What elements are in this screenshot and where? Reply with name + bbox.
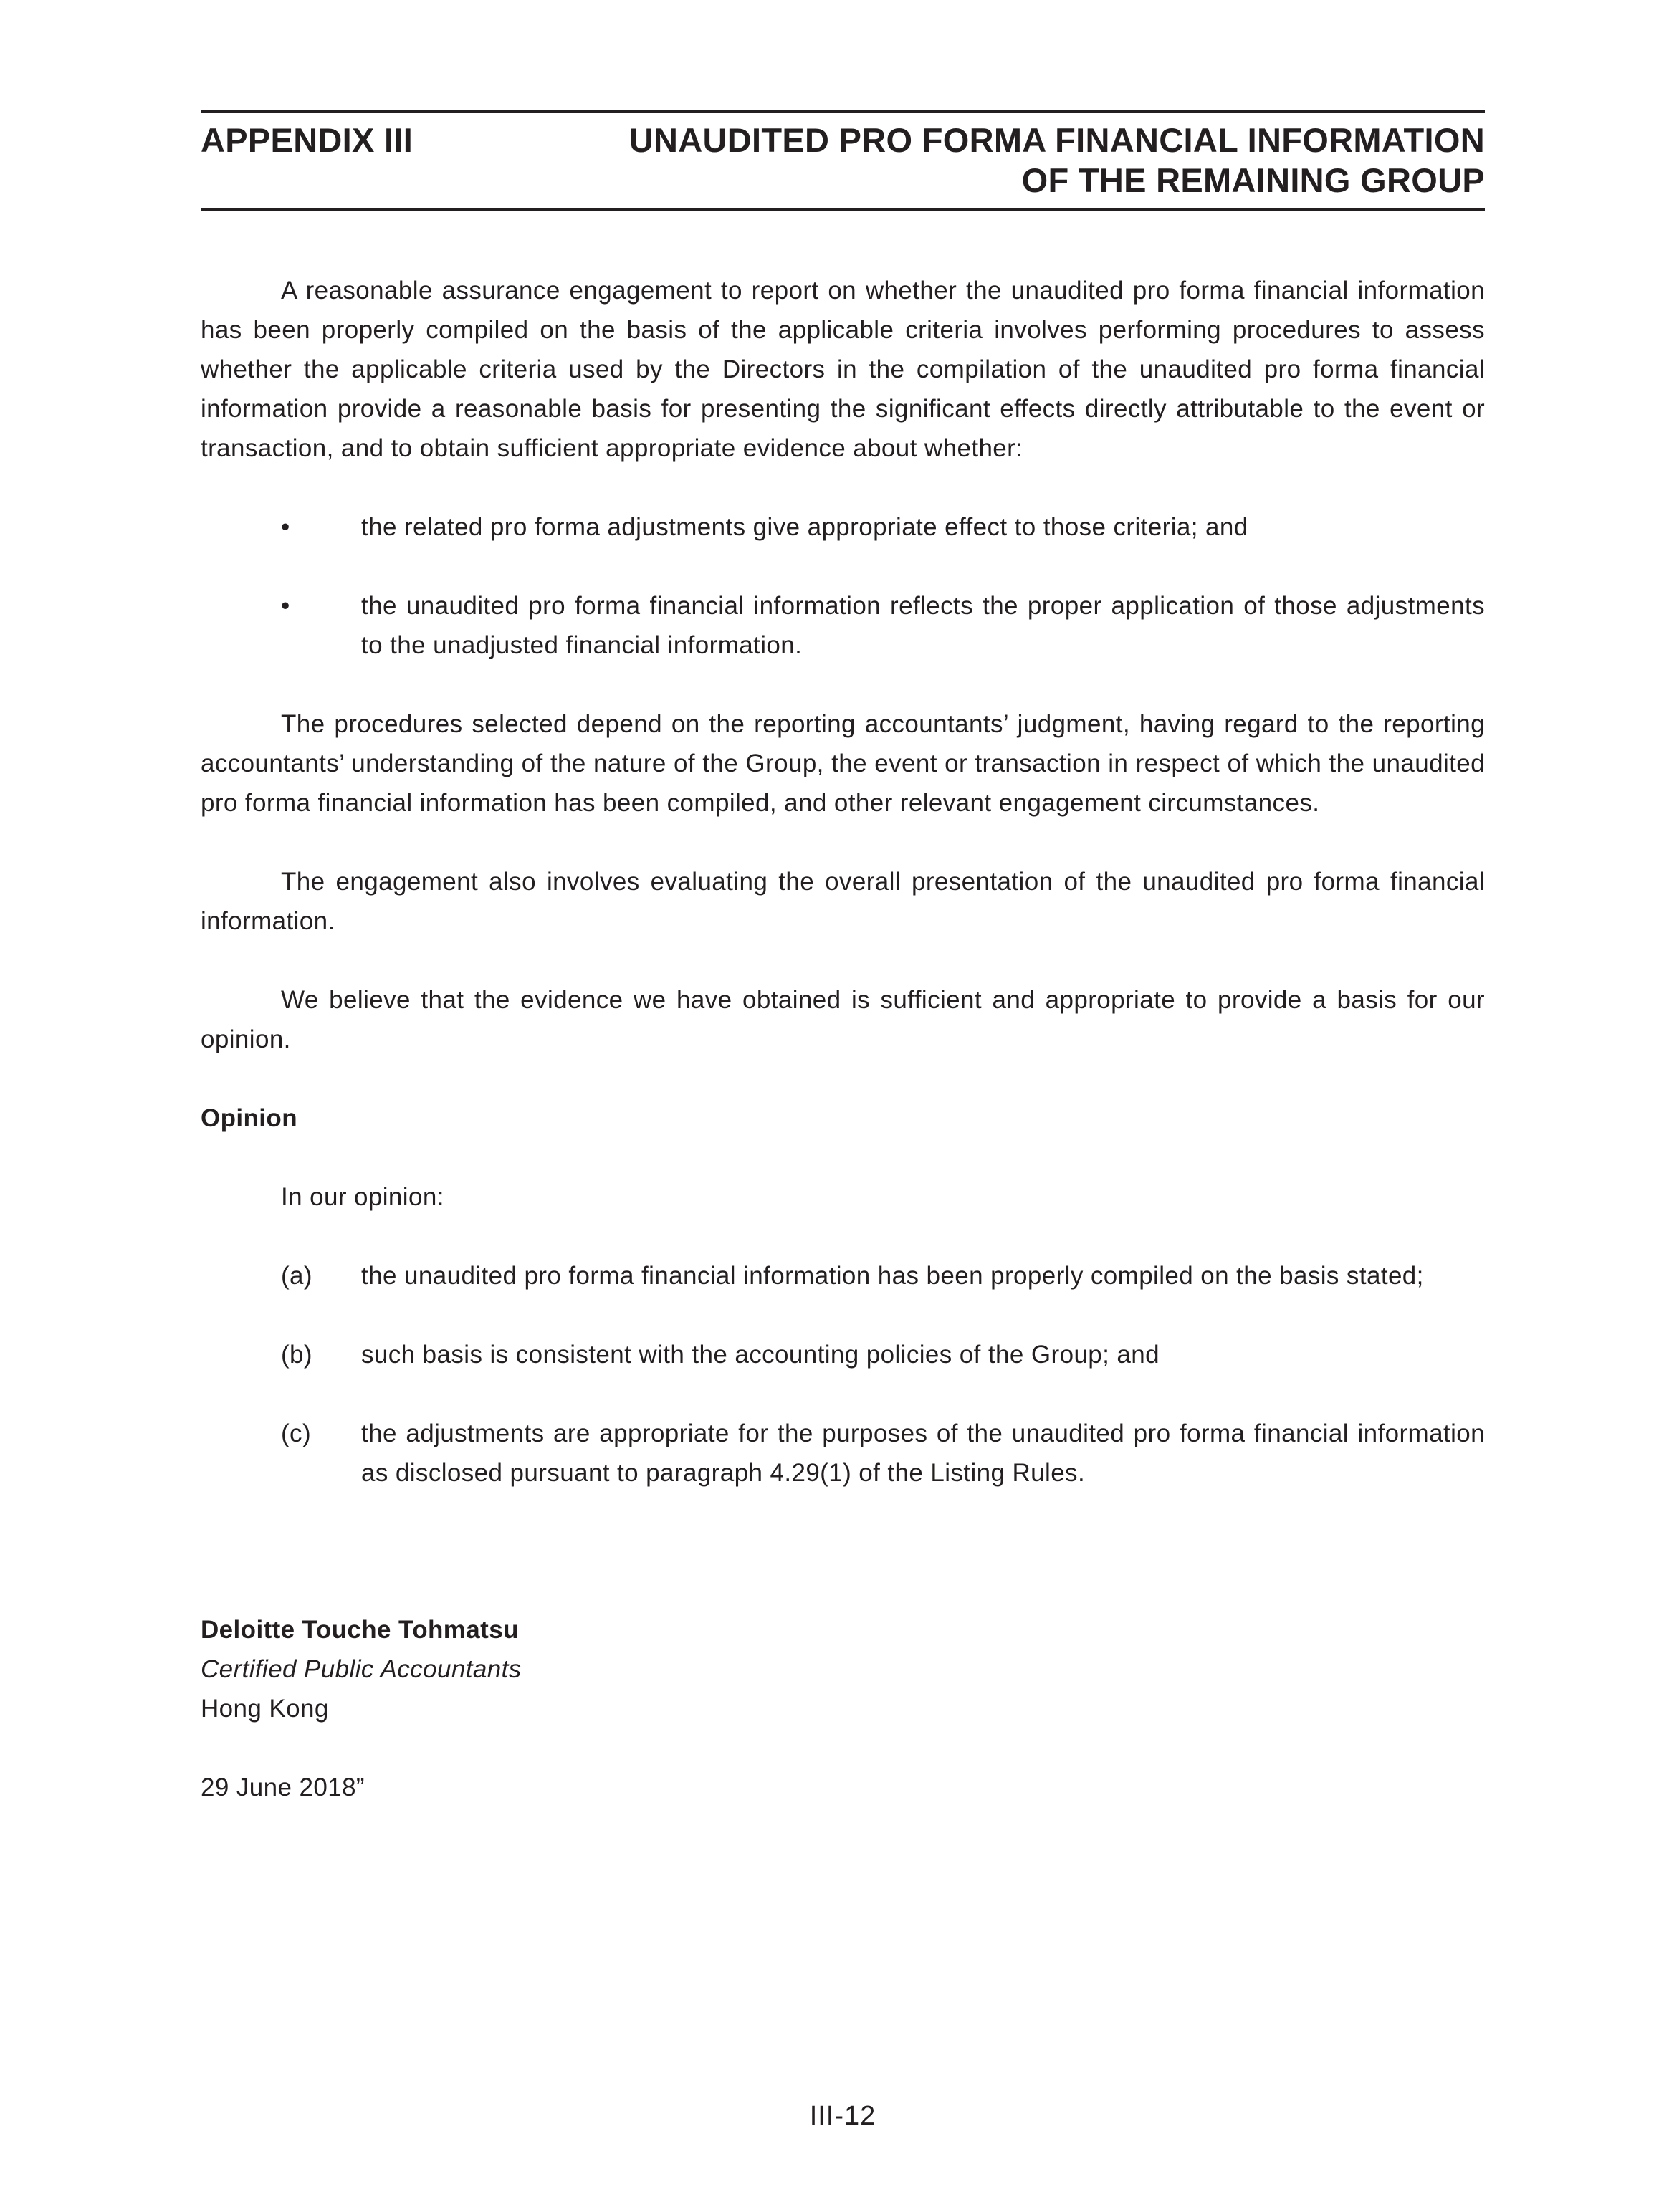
header-top-rule [201, 110, 1485, 113]
bullet-item [201, 507, 1485, 547]
opinion-lead: In our opinion: [281, 1183, 444, 1211]
firm-location: Hong Kong [201, 1695, 329, 1723]
paragraph-procedures: The procedures selected depend on the reporting accountants’ judgment, having regard to the reporting accountants’ understanding of the nature of the Group, the event or transaction in respect of which the unaudited pro forma financial information has been compiled, and other relevant engagement circumstances. [201, 710, 1485, 817]
section-title-line-2: OF THE REMAINING GROUP [1021, 161, 1485, 199]
opinion-item-text: the adjustments are appropriate for the purposes of the unaudited pro forma financial information as disclosed pursuant to paragraph 4.29(1) of the Listing Rules. [361, 1419, 1485, 1487]
opinion-item-label: (c) [281, 1419, 312, 1447]
paragraph-assurance-engagement: A reasonable assurance engagement to report on whether the unaudited pro forma financial information has been properly compiled on the basis of the applicable criteria involves performing procedures to assess whether the applicable criteria used by the Directors in the compilation of the unaudited pro forma financial information provide a reasonable basis for presenting the significant effects directly attributable to the event or transaction, and to obtain sufficient appropriate evidence about whether: [201, 277, 1485, 462]
paragraph-presentation: The engagement also involves evaluating the overall presentation of the unaudited pro forma financial information. [201, 868, 1485, 935]
page-number: III-12 [809, 2101, 876, 2131]
paragraph-evidence: We believe that the evidence we have obtained is sufficient and appropriate to provide a basis for our opinion. [201, 986, 1485, 1053]
bullet-text: the related pro forma adjustments give appropriate effect to those criteria; and [361, 513, 1248, 541]
appendix-label: APPENDIX III [201, 121, 413, 159]
section-title-line-1: UNAUDITED PRO FORMA FINANCIAL INFORMATION [628, 121, 1485, 159]
section-title [629, 120, 1485, 201]
header-bottom-rule [201, 208, 1485, 211]
opinion-item-label: (b) [281, 1341, 312, 1369]
bullet-text: the unaudited pro forma financial information reflects the proper application of those adjustments to the unadjusted financial information. [361, 592, 1485, 659]
opinion-item-label: (a) [281, 1262, 312, 1290]
firm-credential: Certified Public Accountants [201, 1655, 522, 1683]
opinion-item [201, 1414, 1485, 1493]
opinion-item [201, 1256, 1485, 1296]
report-date: 29 June 2018” [201, 1773, 365, 1801]
firm-name: Deloitte Touche Tohmatsu [201, 1616, 519, 1644]
bullet-icon: • [281, 513, 290, 541]
opinion-item-text: the unaudited pro forma financial information has been properly compiled on the basis stated; [361, 1262, 1424, 1290]
opinion-heading: Opinion [201, 1104, 297, 1132]
signature-block [201, 1610, 1485, 1807]
opinion-item-text: such basis is consistent with the accounting policies of the Group; and [361, 1341, 1160, 1369]
opinion-item [201, 1335, 1485, 1374]
document-body [201, 271, 1485, 1807]
bullet-item [201, 586, 1485, 665]
bullet-icon: • [281, 592, 290, 620]
